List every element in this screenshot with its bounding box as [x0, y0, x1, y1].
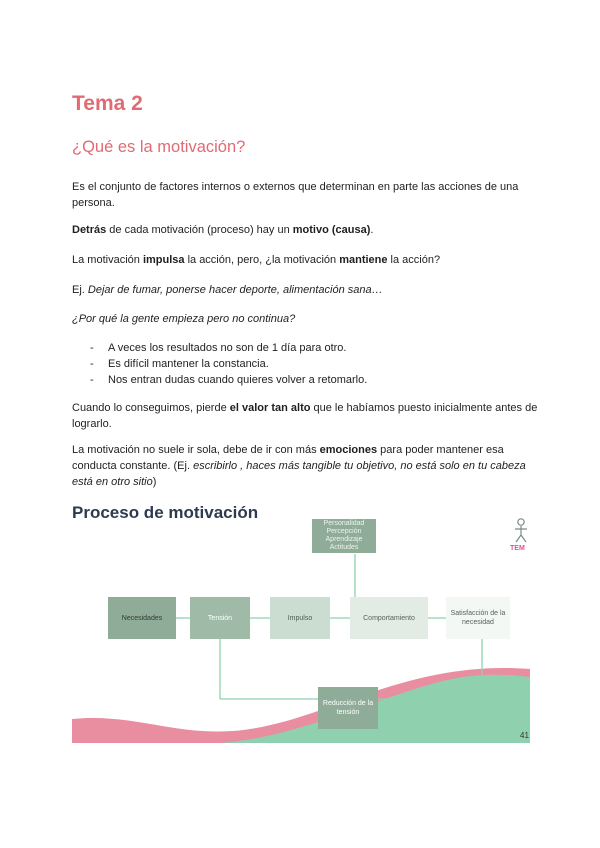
- bold-text: motivo (causa): [292, 224, 371, 236]
- box-tension: Tensión: [190, 597, 250, 639]
- person-logo-icon: [510, 517, 530, 543]
- paragraph-motive: [72, 222, 542, 238]
- box-factores: Personalidad Percepción Aprendizaje Actitudes: [312, 519, 376, 553]
- box-comportamiento: Comportamiento: [350, 597, 428, 639]
- diagram-title: Proceso de motivación: [72, 503, 259, 522]
- list-item: - Es difícil mantener la constancia.: [72, 356, 367, 372]
- paragraph-example: [72, 282, 542, 298]
- text: La motivación: [72, 254, 143, 266]
- text: la acción?: [387, 254, 441, 266]
- paragraph-impulse: [72, 252, 542, 268]
- bullet-list: [72, 340, 367, 388]
- bold-text: el valor tan alto: [229, 402, 311, 414]
- paragraph-value: [72, 400, 542, 432]
- list-item: - Nos entran dudas cuando quieres volver a retomarlo.: [72, 372, 367, 388]
- text: la acción, pero, ¿la motivación: [184, 254, 340, 266]
- bold-text: Detrás: [72, 224, 107, 236]
- box-satisfaccion: Satisfacción de la necesidad: [446, 597, 510, 639]
- text: Cuando lo conseguimos, pierde: [72, 402, 230, 414]
- text: La motivación no suele ir sola, debe de ir con más: [72, 444, 320, 456]
- italic-text: escribirlo , haces más tangible tu objetivo, no está solo en tu cabeza está en otro sitio: [72, 460, 526, 488]
- bold-text: impulsa: [142, 254, 185, 266]
- text: que le habíamos puesto inicialmente antes de lograrlo.: [72, 402, 538, 430]
- brand-logo-text: TEM: [510, 545, 525, 552]
- italic-text: Dejar de fumar, ponerse hacer deporte, alimentación sana…: [87, 284, 383, 296]
- text: .: [370, 224, 374, 236]
- text: ): [152, 476, 157, 488]
- text: de cada motivación (proceso) hay un: [106, 224, 293, 236]
- section-heading: ¿Qué es la motivación?: [72, 138, 246, 156]
- paragraph-emotions: [72, 442, 542, 490]
- bold-text: mantiene: [339, 254, 388, 266]
- text: para poder mantener esa conducta constante. (Ej.: [72, 444, 504, 472]
- slide-page-number: 41: [520, 731, 529, 740]
- text: Ej.: [72, 284, 88, 296]
- list-item: - A veces los resultados no son de 1 día para otro.: [72, 340, 367, 356]
- paragraph-definition: Es el conjunto de factores internos o externos que determinan en parte las acciones de una persona.: [72, 181, 519, 209]
- page-title: Tema 2: [72, 92, 143, 115]
- box-impulso: Impulso: [270, 597, 330, 639]
- box-necesidades: Necesidades: [108, 597, 176, 639]
- bold-text: emociones: [319, 444, 378, 456]
- paragraph-question: ¿Por qué la gente empieza pero no continua?: [72, 313, 296, 325]
- motivation-process-diagram: [72, 499, 530, 743]
- box-reduccion: Reducción de la tensión: [318, 687, 378, 729]
